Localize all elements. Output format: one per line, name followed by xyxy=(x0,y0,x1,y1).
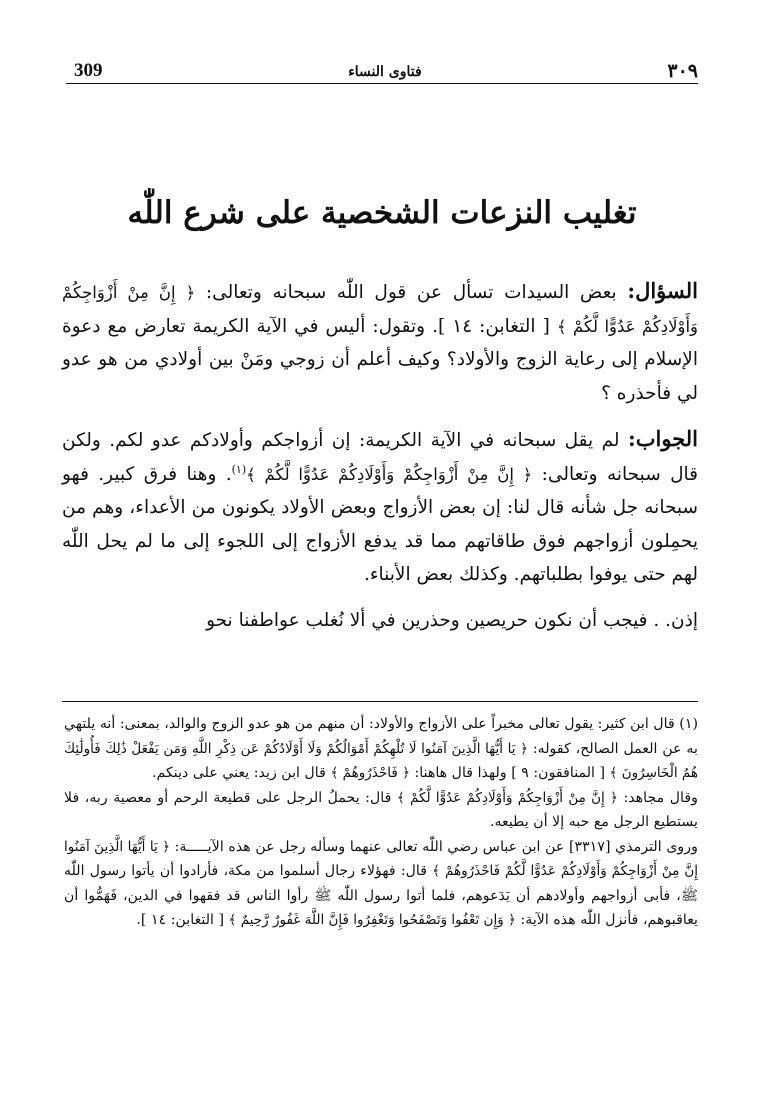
question-reference: [ التغابن: ١٤ ]. xyxy=(425,315,557,337)
page-number-arabic: ٣٠٩ xyxy=(667,60,698,82)
footnote-verse: ﴿ يَا أَيُّهَا الَّذِينَ آمَنُوا لَا تُلْهِكُمْ أَمْوَالُكُمْ وَلَا أَوْلَادُكُمْ عَن ذِكْرِ اللَّهِ وَمَن يَفْعَلْ ذَٰلِكَ فَأُولَٰئِكَ هُمُ الْخَاسِرُونَ ﴾ xyxy=(64,740,698,781)
answer-part-2: . وهنا فرق كبير. فهو سبحانه جل شأنه قال لنا: إن بعض الأزواج وبعض الأولاد يكونون من الأعداء، وهم من يحمِلون أزواجهم فوق طاقاتهم مما قد يدفع الأزواج إلى اللجوء إلى ما لم يحل اللّٰه لهم حتى يوفوا بطلباتهم. وكذلك بعض الأبناء. xyxy=(62,463,698,585)
question-body: وتقول: أليس في الآية الكريمة تعارض مع دعوة الإسلام إلى رعاية الزوج والأولاد؟ وكيف أعلم أن زوجي ومَنْ بين أولادي من هو عدو لي فأحذره ؟ xyxy=(62,315,698,404)
footnote-text: قال ابن زيد: يعني على دينكم. xyxy=(152,765,331,781)
footnote-text: قال ابن كثير: يقول تعالى مخبراً على الأزواج والأولاد: أن منهم من هو عدو الزوج والوالد، بمعنى: أنه يلتهي به عن العمل الصالح، كقوله: xyxy=(64,716,698,757)
question-label: السؤال: xyxy=(627,278,698,303)
question-intro: بعض السيدات تسأل عن قول اللّٰه سبحانه وتعالى: xyxy=(195,282,628,303)
footnote-verse: ﴿ وَإِن تَعْفُوا وَتَصْفَحُوا وَتَغْفِرُوا فَإِنَّ اللَّهَ غَفُورٌ رَّحِيمٌ ﴾ xyxy=(228,912,516,928)
footnote-verse: ﴿ إِنَّ مِنْ أَزْوَاجِكُمْ وَأَوْلَادِكُمْ عَدُوًّا لَّكُمْ ﴾ xyxy=(396,789,618,806)
footnote-number: (١) xyxy=(679,716,698,732)
question-paragraph xyxy=(62,274,698,410)
footnote-1 xyxy=(64,712,698,786)
footnote-text: ولهذا قال هاهنا: xyxy=(409,765,512,781)
footnotes xyxy=(64,712,698,933)
footnote-text: قال: فهؤلاء رجال أسلموا من مكة، فأرادوا أن يأتوا رسول اللّٰه ﷺ، فأبى أزواجهم وأولادهم أن يَدَعوهم، فلما أتوا رسول اللّٰه ﷺ رأوا الناس قد فقهوا في الدين، فَهَمُّوا أن يعاقبوهم، فأنزل اللّٰه هذه الآية: xyxy=(64,863,698,928)
page-title: تغليب النزعات الشخصية على شرع اللّٰه xyxy=(127,195,637,231)
running-title: فتاوى النساء xyxy=(348,64,422,80)
answer-paragraph xyxy=(62,422,698,592)
footnote-reference: [ التغابن: ١٤ ]. xyxy=(136,912,229,928)
answer-verse: ﴿ إِنَّ مِنْ أَزْوَاجِكُمْ وَأَوْلَادِكُمْ عَدُوًّا لَّكُمْ ﴾ xyxy=(246,464,533,484)
footnote-verse: ﴿ يَا أَيُّهَا الَّذِينَ آمَنُوا إِنَّ مِنْ أَزْوَاجِكُمْ وَأَوْلَادِكُمْ عَدُوًّا لَّكُمْ فَاحْذَرُوهُمْ ﴾ xyxy=(64,838,698,879)
page-number-latin: 309 xyxy=(74,60,103,81)
question-verse: ﴿ إِنَّ مِنْ أَزْوَاجِكُمْ وَأَوْلَادِكُمْ عَدُوًّا لَّكُمْ ﴾ xyxy=(62,283,699,336)
footnote-mujahid xyxy=(64,786,698,835)
main-text xyxy=(62,274,698,637)
header-divider xyxy=(66,83,698,84)
footnote-divider xyxy=(62,701,698,702)
answer-part-1: لم يقل سبحانه في الآية الكريمة: إن أزواجكم وأولادكم عدو لكم. ولكن قال سبحانه وتعالى: xyxy=(62,430,698,485)
continuation-paragraph: إذن. . فيجب أن نكون حريصين وحذرين في ألا نُغلب عواطفنا نحو xyxy=(206,609,698,631)
footnote-reference: [ المنافقون: ٩ ] xyxy=(511,765,610,781)
footnote-verse: ﴿ فَاحْذَرُوهُمْ ﴾ xyxy=(330,765,410,781)
running-header xyxy=(74,56,698,82)
footnote-marker[interactable]: (١) xyxy=(231,462,247,476)
footnote-text: وروى الترمذي [٣٣١٧] عن ابن عباس رضي اللّٰه تعالى عنهما وسأله رجل عن هذه الآيـــــة: xyxy=(170,838,698,855)
answer-label: الجواب: xyxy=(628,426,698,451)
footnote-tirmidhi xyxy=(64,835,698,933)
footnote-text: قال: يحملُ الرجل على قطيعة الرحم أو معصية ربه، فلا يستطيع الرجل مع حبه إلا أن يطيعه. xyxy=(64,789,698,830)
footnote-text: وقال مجاهد: xyxy=(617,789,699,806)
